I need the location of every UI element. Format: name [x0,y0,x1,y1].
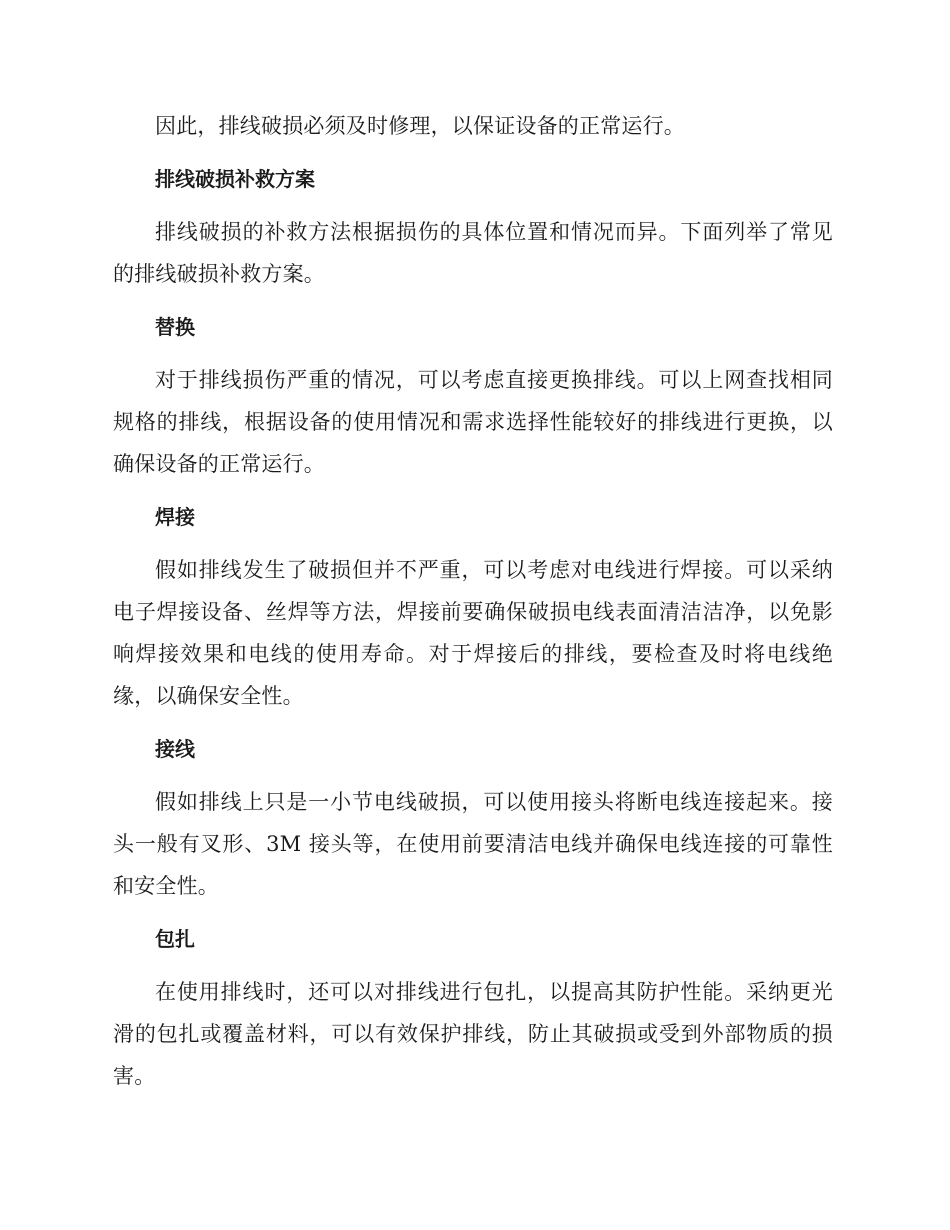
replace-heading: 替换 [155,315,195,339]
section-title: 排线破损补救方案 [155,167,315,191]
splice-paragraph: 假如排线上只是一小节电线破损，可以使用接头将断电线连接起来。接头一般有叉形、3M 接头等，在使用前要清洁电线并确保电线连接的可靠性和安全性。 [113,790,833,898]
section-intro-paragraph: 排线破损的补救方法根据损伤的具体位置和情况而异。下面列举了常见的排线破损补救方案。 [113,220,833,286]
weld-paragraph: 假如排线发生了破损但并不严重，可以考虑对电线进行焊接。可以采纳电子焊接设备、丝焊等方法，焊接前要确保破损电线表面清洁洁净，以免影响焊接效果和电线的使用寿命。对于焊接后的排线，要检查及时将电线绝缘，以确保安全性。 [113,558,833,708]
replace-paragraph: 对于排线损伤严重的情况，可以考虑直接更换排线。可以上网查找相同规格的排线，根据设备的使用情况和需求选择性能较好的排线进行更换，以确保设备的正常运行。 [113,368,833,476]
intro-paragraph: 因此，排线破损必须及时修理，以保证设备的正常运行。 [155,114,685,138]
wrap-heading: 包扎 [155,927,195,951]
weld-heading: 焊接 [155,505,195,529]
document-page [113,105,833,1109]
splice-heading: 接线 [155,737,195,761]
wrap-paragraph: 在使用排线时，还可以对排线进行包扎，以提高其防护性能。采纳更光滑的包扎或覆盖材料，可以有效保护排线，防止其破损或受到外部物质的损害。 [113,980,833,1088]
